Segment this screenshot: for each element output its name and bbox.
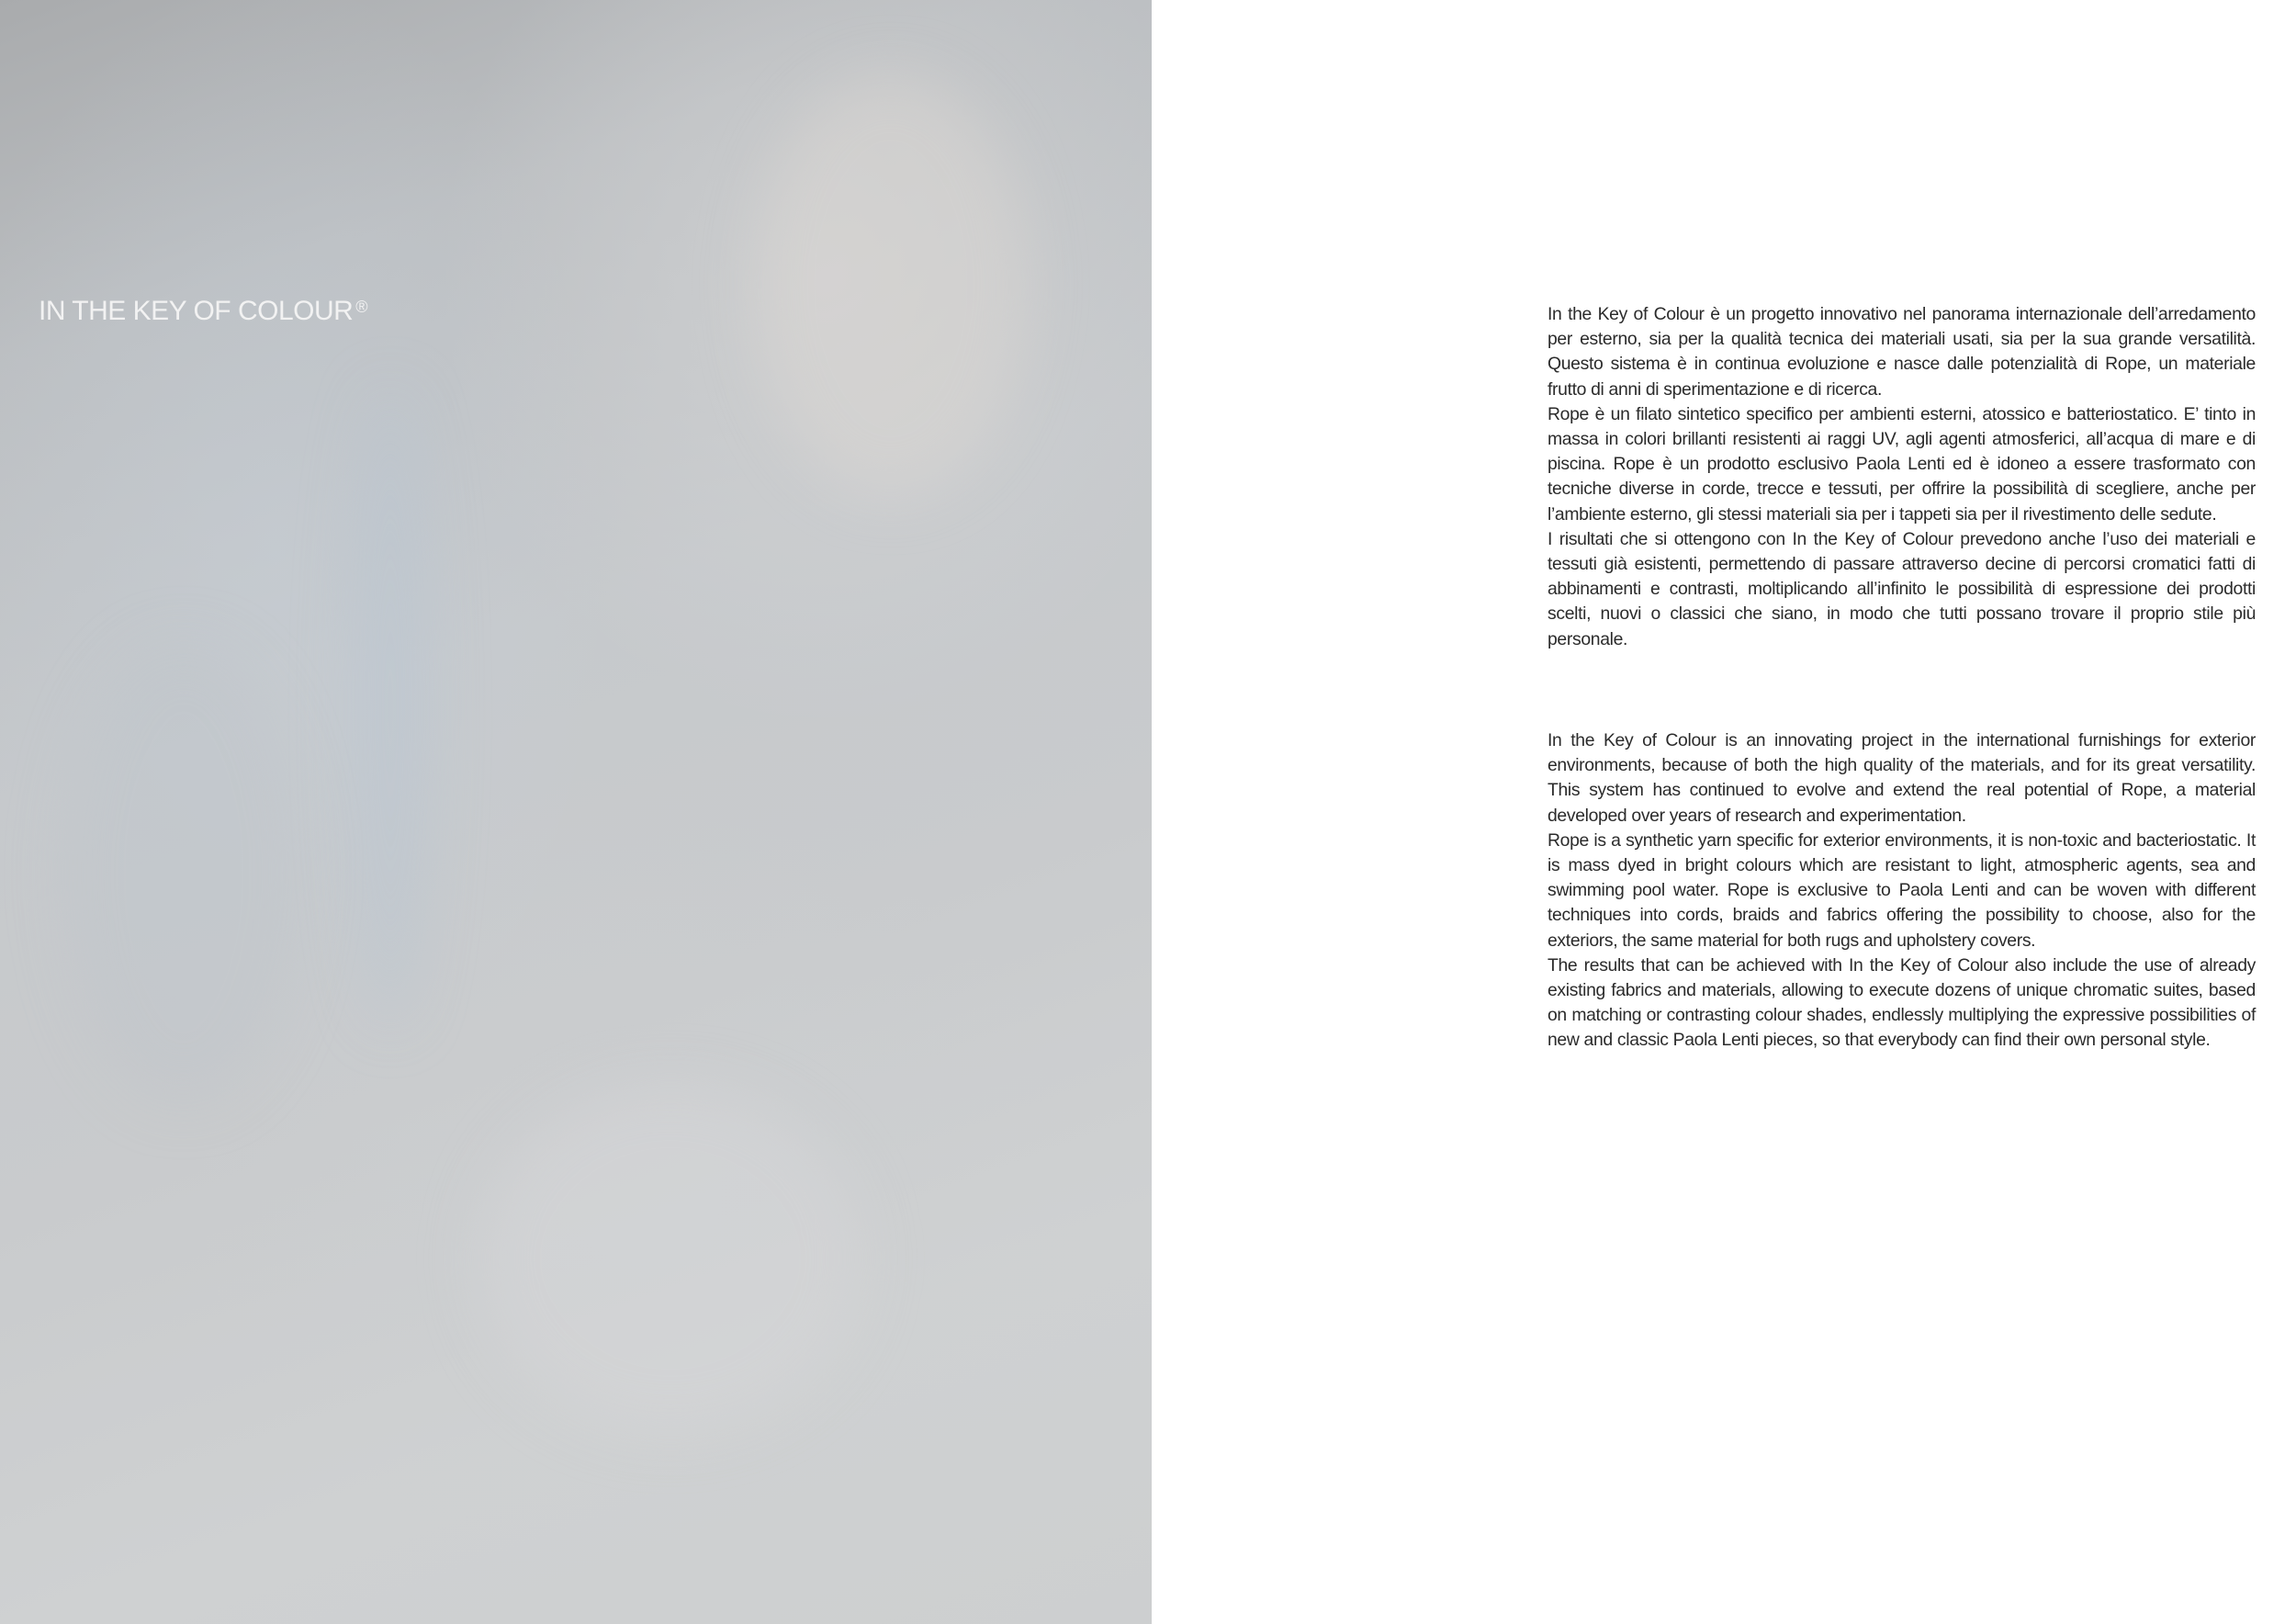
italian-text-block xyxy=(1548,302,2256,652)
texture-streak xyxy=(349,386,432,1029)
texture-streak xyxy=(64,643,303,1102)
english-paragraph-3: The results that can be achieved with In the Key of Colour also include the use of already existing fabrics and materials, allowing to execute dozens of unique chromatic suites, based on matching or contrasting colour shades, endlessly multiplying the expressive possibilities of new and classic Paola Lenti pieces, so that everybody can find their own personal style. xyxy=(1548,954,2256,1051)
italian-paragraph-3: I risultati che si ottengono con In the Key of Colour prevedono anche l’uso dei materiali e tessuti già esistenti, permettendo di passare attraverso decine di percorsi cromatici fatti di abbinamenti e contrasti, moltiplicando all’infinito le possibilità di espressione dei prodotti scelti, nuovi o classici che siano, in modo che tutti possano trovare il proprio stile più personale. xyxy=(1548,528,2256,649)
italian-paragraph-2: Rope è un filato sintetico specifico per ambienti esterni, atossico e batteriostatico. E’ tinto in massa in colori brillanti resistenti ai raggi UV, agli agenti atmosferici, all’acqua di mare e di piscina. Rope è un prodotto esclusivo Paola Lenti ed è idoneo a essere trasformato con tecniche diverse in corde, trecce e tessuti, per offrire la possibilità di scegliere, anche per l’ambiente esterno, gli stessi materiali sia per i tappeti sia per il rivestimento delle sedute. xyxy=(1548,403,2256,524)
english-paragraph-2: Rope is a synthetic yarn specific for exterior environments, it is non-toxic and bacteriostatic. It is mass dyed in bright colours which are resistant to light, atmospheric agents, sea and swimming pool water. Rope is exclusive to Paola Lenti and can be woven with different techniques into cords, braids and fabrics offering the possibility to choose, also for the exteriors, the same material for both rugs and upholstery covers. xyxy=(1548,829,2256,951)
italian-paragraph-1: In the Key of Colour è un progetto innovativo nel panorama internazionale dell’arredamento per esterno, sia per la qualità tecnica dei materiali usati, sia per la sua grande versatilità. Questo sistema è in continua evoluzione e nasce dalle potenzialità di Rope, un materiale frutto di anni di sperimentazione e di ricerca. xyxy=(1548,304,2256,400)
text-page xyxy=(1152,0,2296,1624)
texture-streak xyxy=(478,1084,863,1433)
page-title-text: IN THE KEY OF COLOUR xyxy=(39,296,354,326)
page-title xyxy=(39,296,367,327)
english-text-block xyxy=(1548,728,2256,1054)
registered-mark: ® xyxy=(355,298,368,316)
english-paragraph-1: In the Key of Colour is an innovating project in the international furnishings for exterior environments, because of both the high quality of the materials, and for its great versatility. This system has continued to evolve and extend the real potential of Rope, a material developed over years of research and experimentation. xyxy=(1548,730,2256,826)
texture-streak xyxy=(753,73,1029,496)
